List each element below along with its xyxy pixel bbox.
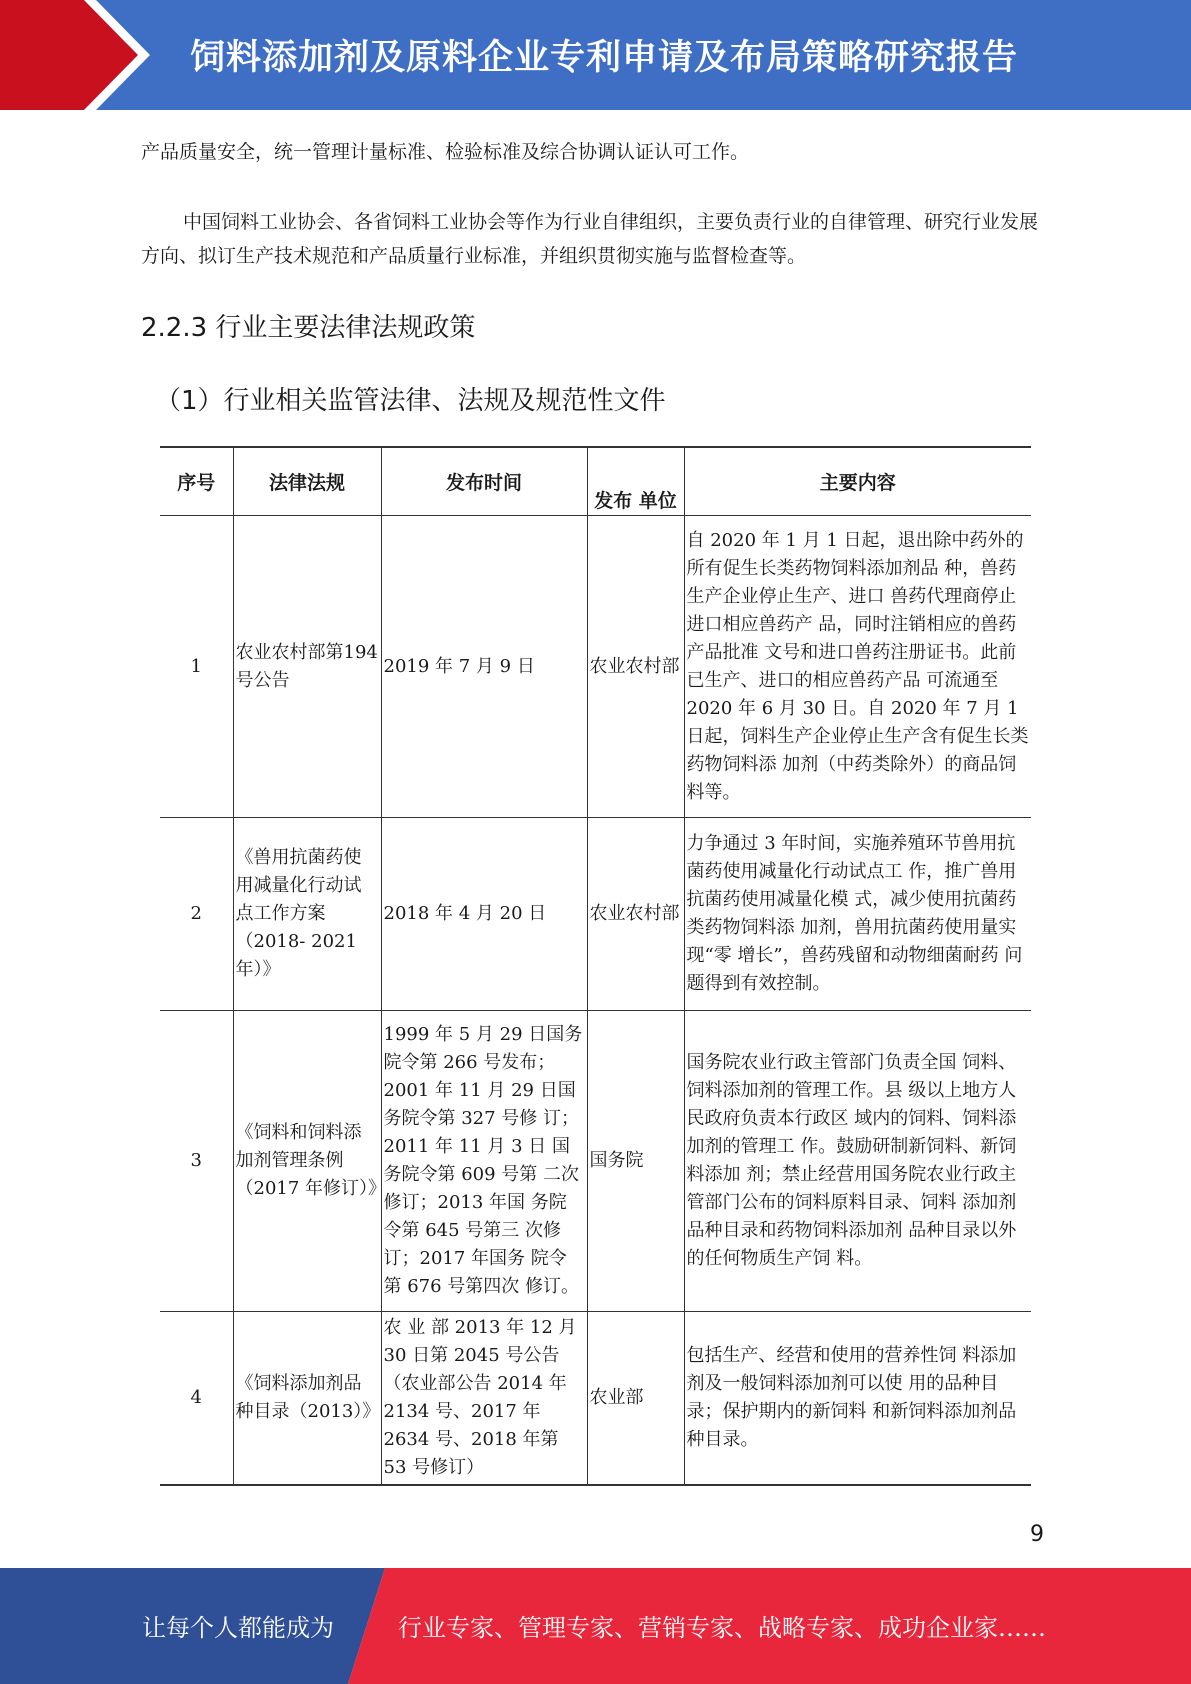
footer-slogan-right: 行业专家、管理专家、营销专家、战略专家、成功企业家…… <box>398 1614 1046 1642</box>
table-row <box>160 818 1031 1011</box>
table-row <box>160 1011 1031 1312</box>
regulation-table <box>160 446 1031 1486</box>
cell-law: 农业农村部第194 号公告 <box>233 516 381 818</box>
cell-content: 自 2020 年 1 月 1 日起，退出除中药外的所有促生长类药物饲料添加剂品 种，兽药生产企业停止生产、进口 兽药代理商停止进口相应兽药产 品，同时注销相应的兽药产品批准 文号和进口兽药注册证书。此前已生产、进口的相应兽药产品 可流通至 2020 年 6 月 30 日。自 2020 年 7 月 1 日起，饲料生产企业停止生产含有促生长类药物饲料添 加剂（中药类除外）的商品饲料等。 <box>684 516 1031 818</box>
cell-index: 3 <box>160 1011 233 1312</box>
header-law: 法律法规 <box>233 447 381 516</box>
cell-index: 4 <box>160 1312 233 1485</box>
section-heading: 2.2.3 行业主要法律法规政策 <box>141 313 476 343</box>
paragraph-intro: 产品质量安全，统一管理计量标准、检验标准及综合协调认证认可工作。 <box>141 141 750 163</box>
cell-unit: 农业部 <box>587 1312 684 1485</box>
cell-date: 2019 年 7 月 9 日 <box>381 516 587 818</box>
table-row <box>160 1312 1031 1485</box>
cell-content: 国务院农业行政主管部门负责全国 饲料、饲料添加剂的管理工作。县 级以上地方人民政府负责本行政区 域内的饲料、饲料添加剂的管理工 作。鼓励研制新饲料、新饲料添加 剂；禁止经营用国务院农业行政主 管部门公布的饲料原料目录、饲料 添加剂品种目录和药物饲料添加剂 品种目录以外的任何物质生产饲 料。 <box>684 1011 1031 1312</box>
table-row <box>160 516 1031 818</box>
cell-law: 《兽用抗菌药使用减量化行动试点工作方案（2018- 2021 年）》 <box>233 818 381 1011</box>
header-content: 主要内容 <box>684 447 1031 516</box>
report-title: 饲料添加剂及原料企业专利申请及布局策略研究报告 <box>190 38 1019 78</box>
cell-content: 包括生产、经营和使用的营养性饲 料添加剂及一般饲料添加剂可以使 用的品种目录；保护期内的新饲料 和新饲料添加剂品种目录。 <box>684 1312 1031 1485</box>
page-header-band <box>0 0 1191 110</box>
header-arrow-icon <box>0 0 160 110</box>
header-index: 序号 <box>160 447 233 516</box>
cell-index: 2 <box>160 818 233 1011</box>
header-date: 发布时间 <box>381 447 587 516</box>
page-footer-band <box>0 1568 1191 1684</box>
cell-law: 《饲料和饲料添加剂管理条例（2017 年修订）》 <box>233 1011 381 1312</box>
footer-slogan-left: 让每个人都能成为 <box>142 1614 334 1642</box>
cell-unit: 农业农村部 <box>587 818 684 1011</box>
cell-date: 2018 年 4 月 20 日 <box>381 818 587 1011</box>
cell-date: 1999 年 5 月 29 日国务院令第 266 号发布；2001 年 11 月 29 日国务院令第 327 号修 订；2011 年 11 月 3 日 国务院令第 609 号第 二次修订；2013 年国 务院令第 645 号第三 次修订；2017 年国务 院令第 676 号第四次 修订。 <box>381 1011 587 1312</box>
page-number: 9 <box>1030 1522 1044 1547</box>
cell-date: 农 业 部 2013 年 12 月 30 日第 2045 号公告（农业部公告 2014 年 2134 号、2017 年 2634 号、2018 年第 53 号修订） <box>381 1312 587 1485</box>
cell-law: 《饲料添加剂品种目录（2013）》 <box>233 1312 381 1485</box>
cell-content: 力争通过 3 年时间，实施养殖环节兽用抗菌药使用减量化行动试点工 作，推广兽用抗菌药使用减量化模 式，减少使用抗菌药类药物饲料添 加剂，兽用抗菌药使用量实现“零 增长”，兽药残留和动物细菌耐药 问题得到有效控制。 <box>684 818 1031 1011</box>
cell-unit: 农业农村部 <box>587 516 684 818</box>
cell-unit: 国务院 <box>587 1011 684 1312</box>
subsection-heading: （1）行业相关监管法律、法规及规范性文件 <box>155 386 666 416</box>
table-header-row <box>160 447 1031 516</box>
paragraph-associations: 中国饲料工业协会、各省饲料工业协会等作为行业自律组织，主要负责行业的自律管理、研究行业发展方向、拟订生产技术规范和产品质量行业标准，并组织贯彻实施与监督检查等。 <box>141 211 1039 267</box>
header-unit: 发布 单位 <box>587 447 684 516</box>
cell-index: 1 <box>160 516 233 818</box>
